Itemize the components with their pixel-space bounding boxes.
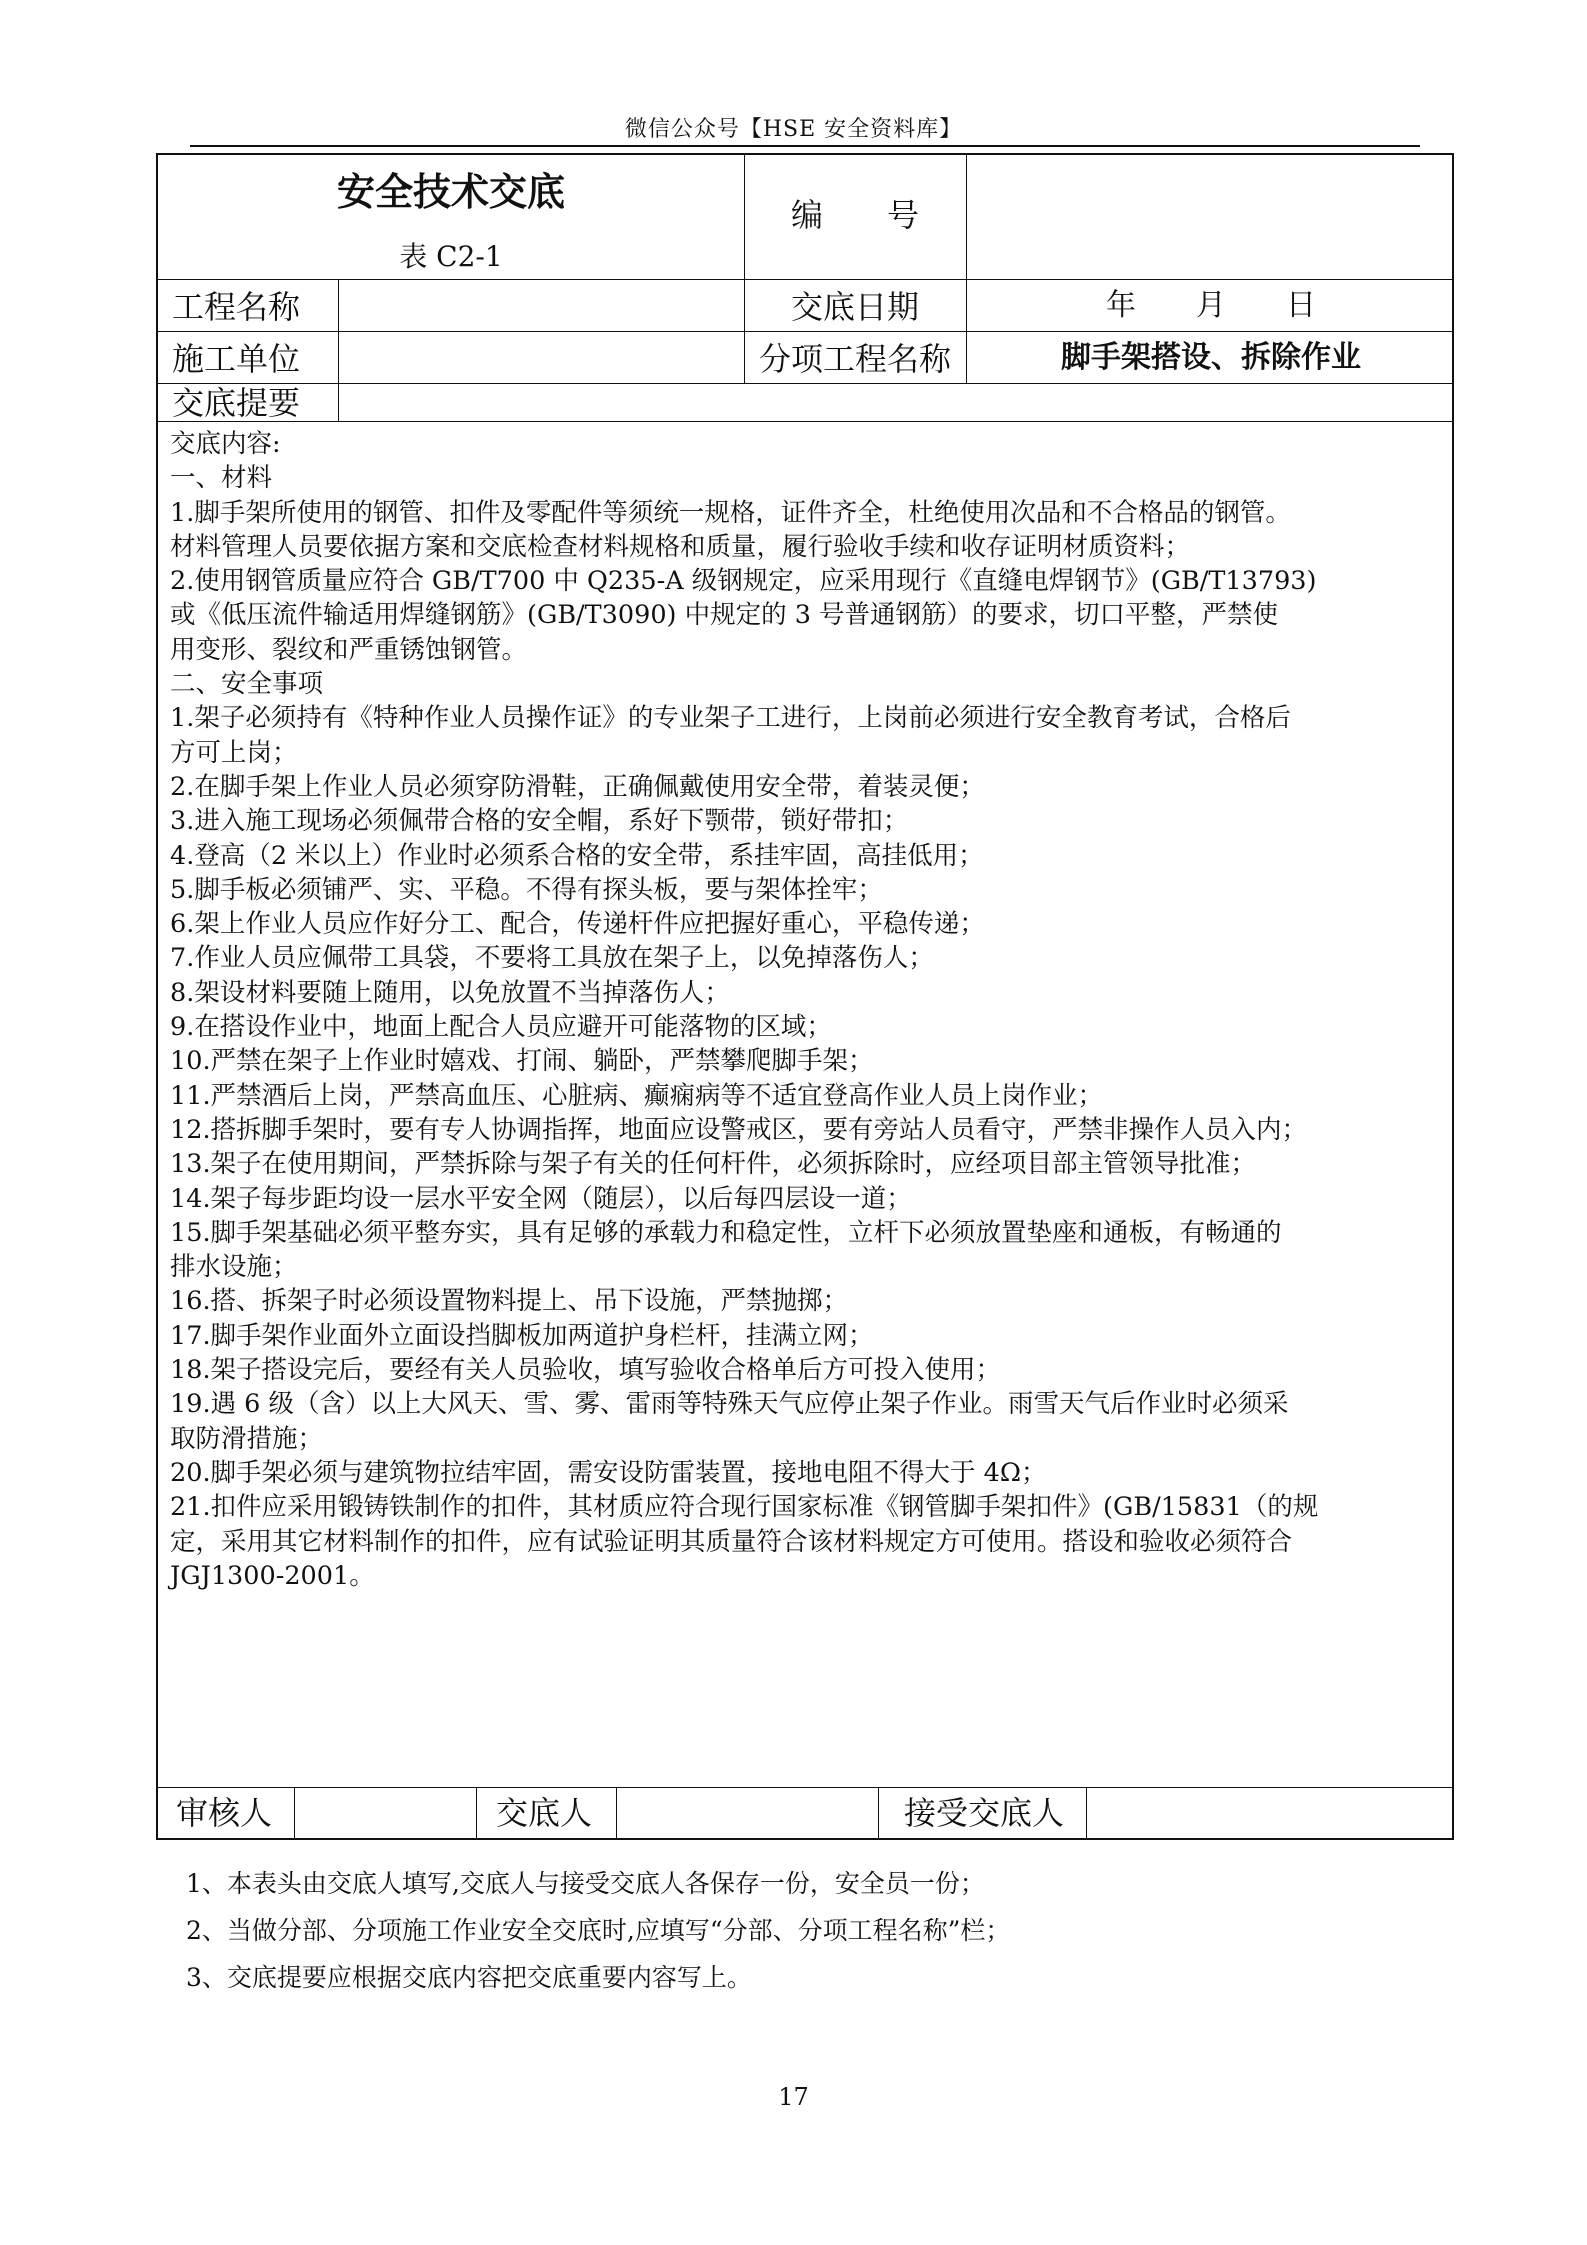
form-code: 表 C2-1	[399, 240, 503, 273]
header-divider	[190, 145, 1420, 147]
content-line: 7.作业人员应佩带工具袋，不要将工具放在架子上，以免掉落伤人；	[170, 943, 934, 974]
content-line: 用变形、裂纹和严重锈蚀钢管。	[170, 634, 528, 665]
content-line: 2.使用钢管质量应符合 GB/T700 中 Q235-A 级钢规定，应采用现行《直缝电焊钢节》(GB/T13793)	[170, 566, 1317, 597]
content-line: 二、安全事项	[170, 669, 324, 700]
content-line: 13.架子在使用期间，严禁拆除与架子有关的任何杆件，必须拆除时，应经项目部主管领导批准；	[170, 1149, 1257, 1180]
content-line: 12.搭拆脚手架时，要有专人协调指挥，地面应设警戒区，要有旁站人员看守，严禁非操作人员入内；	[170, 1114, 1308, 1145]
form-notes	[186, 1860, 1010, 2001]
unit-field[interactable]	[340, 333, 742, 383]
subproject-value: 脚手架搭设、拆除作业	[1061, 340, 1361, 375]
reviewer-field[interactable]	[296, 1789, 476, 1837]
receiver-label: 接受交底人	[904, 1794, 1065, 1832]
content-line: 排水设施；	[170, 1252, 298, 1283]
content-line: 3.进入施工现场必须佩带合格的安全帽，系好下颚带，锁好带扣；	[170, 806, 909, 837]
note-line: 3、交底提要应根据交底内容把交底重要内容写上。	[186, 1963, 752, 1992]
note-line: 1、本表头由交底人填写,交底人与接受交底人各保存一份，安全员一份；	[186, 1869, 985, 1898]
summary-label: 交底提要	[172, 384, 301, 422]
row-divider	[158, 421, 1454, 422]
row-divider	[158, 331, 1454, 332]
date-field[interactable]: 年 月 日	[1106, 288, 1316, 323]
content-line: 20.脚手架必须与建筑物拉结牢固，需安设防雷装置，接地电阻不得大于 4Ω；	[170, 1457, 1047, 1488]
content-line: 交底内容:	[170, 429, 281, 459]
row-divider	[158, 1787, 1454, 1788]
subproject-label: 分项工程名称	[758, 340, 951, 378]
date-label: 交底日期	[790, 288, 919, 326]
content-line: 10.严禁在架子上作业时嬉戏、打闹、躺卧，严禁攀爬脚手架；	[170, 1046, 874, 1077]
number-field[interactable]	[968, 155, 1454, 279]
project-name-field[interactable]	[340, 281, 742, 331]
content-line: 14.架子每步距均设一层水平安全网（随层），以后每四层设一道；	[170, 1183, 912, 1214]
content-line: 材料管理人员要依据方案和交底检查材料规格和质量，履行验收手续和收存证明材质资料；	[170, 531, 1191, 562]
content-line: 1.架子必须持有《特种作业人员操作证》的专业架子工进行，上岗前必须进行安全教育考试，合格后	[170, 703, 1291, 734]
row-divider	[158, 279, 1454, 280]
receiver-field[interactable]	[1088, 1789, 1454, 1837]
content-line: 5.脚手板必须铺严、实、平稳。不得有探头板，要与架体拴牢；	[170, 874, 883, 905]
content-line: 19.遇 6 级（含）以上大风天、雪、雾、雷雨等特殊天气应停止架子作业。雨雪天气后作业时必须采	[170, 1389, 1289, 1420]
content-line: 18.架子搭设完后，要经有关人员验收，填写验收合格单后方可投入使用；	[170, 1355, 1002, 1386]
number-label: 编 号	[790, 196, 919, 234]
content-line: 方可上岗；	[170, 737, 298, 768]
col-divider	[616, 1787, 617, 1839]
content-line: 6.架上作业人员应作好分工、配合，传递杆件应把握好重心，平稳传递；	[170, 909, 985, 940]
content-line: 2.在脚手架上作业人员必须穿防滑鞋，正确佩戴使用安全带，着装灵便；	[170, 771, 985, 802]
reviewer-label: 审核人	[176, 1794, 273, 1832]
project-name-label: 工程名称	[172, 288, 301, 326]
content-line: 21.扣件应采用锻铸铁制作的扣件，其材质应符合现行国家标准《钢管脚手架扣件》(GB/15831（的规	[170, 1492, 1319, 1523]
content-line: 取防滑措施；	[170, 1423, 324, 1454]
content-line: 4.登高（2 米以上）作业时必须系合格的安全带，系挂牢固，高挂低用；	[170, 840, 984, 871]
page-number: 17	[778, 2083, 809, 2111]
col-divider	[1086, 1787, 1087, 1839]
row-divider	[158, 383, 1454, 384]
col-divider	[294, 1787, 295, 1839]
content-line: JGJ1300-2001。	[170, 1560, 375, 1591]
content-line: 15.脚手架基础必须平整夯实，具有足够的承载力和稳定性，立杆下必须放置垫座和通板，有畅通的	[170, 1217, 1282, 1248]
note-line: 2、当做分部、分项施工作业安全交底时,应填写“分部、分项工程名称”栏；	[186, 1916, 1011, 1945]
disclosure-content	[170, 427, 1446, 1593]
page-header: 微信公众号【HSE 安全资料库】	[624, 117, 963, 142]
col-divider	[476, 1787, 477, 1839]
content-line: 一、材料	[170, 463, 273, 494]
col-divider	[966, 155, 967, 383]
safety-disclosure-form	[156, 153, 1454, 1840]
content-line: 17.脚手架作业面外立面设挡脚板加两道护身栏杆，挂满立网；	[170, 1320, 874, 1351]
form-title: 安全技术交底	[336, 169, 565, 214]
content-line: 16.搭、拆架子时必须设置物料提上、吊下设施，严禁抛掷；	[170, 1286, 849, 1317]
discloser-label: 交底人	[496, 1794, 593, 1832]
col-divider	[878, 1787, 879, 1839]
summary-field[interactable]	[340, 385, 1454, 421]
content-line: 或《低压流件输适用焊缝钢筋》(GB/T3090) 中规定的 3 号普通钢筋）的要求，切口平整，严禁使	[170, 600, 1279, 631]
content-line: 1.脚手架所使用的钢管、扣件及零配件等须统一规格，证件齐全，杜绝使用次品和不合格品的钢管。	[170, 497, 1291, 528]
discloser-field[interactable]	[618, 1789, 878, 1837]
col-divider	[338, 279, 339, 421]
unit-label: 施工单位	[172, 340, 301, 378]
content-line: 9.在搭设作业中，地面上配合人员应避开可能落物的区域；	[170, 1012, 832, 1043]
content-line: 8.架设材料要随上随用，以免放置不当掉落伤人；	[170, 977, 730, 1008]
content-line: 定，采用其它材料制作的扣件，应有试验证明其质量符合该材料规定方可使用。搭设和验收必须符合	[170, 1526, 1293, 1557]
content-line: 11.严禁酒后上岗，严禁高血压、心脏病、癫痫病等不适宜登高作业人员上岗作业；	[170, 1080, 1104, 1111]
